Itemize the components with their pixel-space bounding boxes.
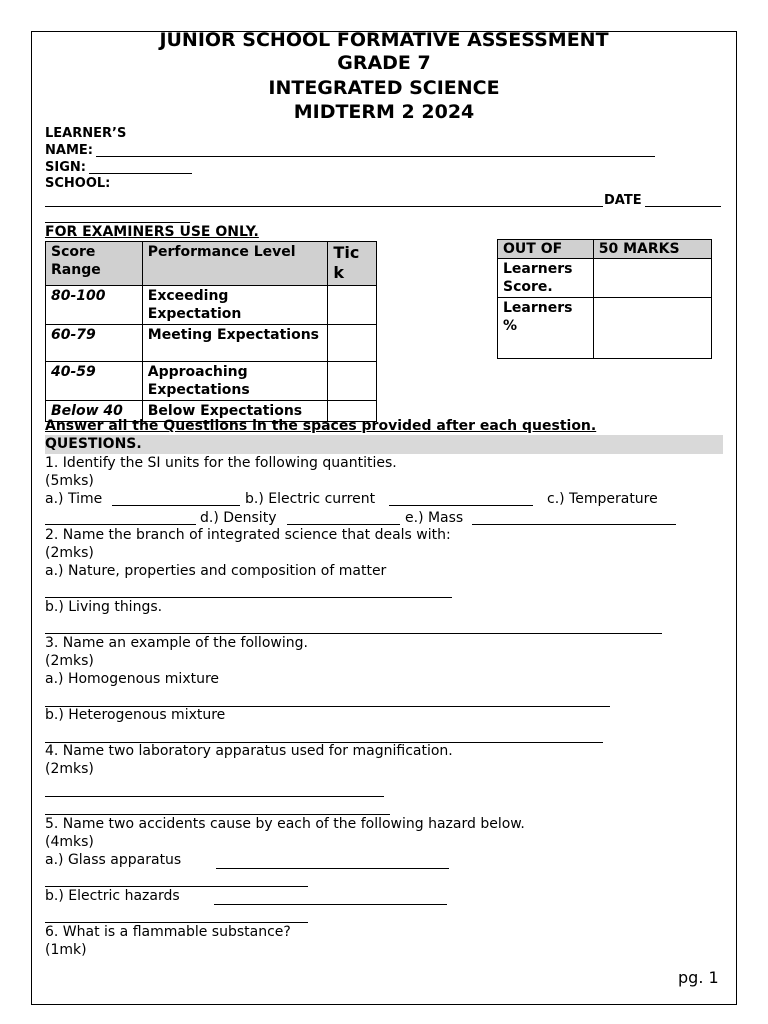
date-line-continued[interactable] (45, 222, 190, 223)
performance-row (46, 286, 377, 325)
score-table (497, 239, 712, 359)
performance-row (46, 325, 377, 362)
question-5b: b.) Electric hazards (45, 888, 180, 904)
performance-level-cell: Meeting Expectations (142, 325, 328, 362)
title-subject: INTEGRATED SCIENCE (268, 77, 500, 99)
question-5-marks: (4mks) (45, 834, 94, 850)
performance-level-cell: Below Expectations (142, 401, 328, 422)
school-label: SCHOOL: (45, 176, 111, 191)
question-1: 1. Identify the SI units for the following quantities. (45, 455, 397, 471)
date-label: DATE (604, 193, 642, 208)
question-5a: a.) Glass apparatus (45, 852, 182, 868)
total-marks-cell: 50 MARKS (593, 240, 711, 259)
answer-line-1d[interactable] (287, 524, 400, 525)
question-2b: b.) Living things. (45, 599, 163, 615)
question-1b: b.) Electric current (245, 491, 376, 507)
answer-line-1a[interactable] (112, 505, 240, 506)
question-1e: e.) Mass (405, 510, 464, 526)
score-range-cell: 40-59 (46, 362, 143, 401)
answer-line-1c[interactable] (45, 524, 196, 525)
performance-level-cell: Approaching Expectations (142, 362, 328, 401)
school-line[interactable] (45, 206, 603, 207)
question-5: 5. Name two accidents cause by each of the following hazard below. (45, 816, 525, 832)
learners-score-label: Learners Score. (498, 259, 594, 298)
performance-header-row (46, 242, 377, 286)
page-number: pg. 1 (678, 968, 719, 987)
tick-cell[interactable] (328, 362, 377, 401)
learners-percent-label: Learners % (498, 298, 594, 359)
tick-cell[interactable] (328, 325, 377, 362)
question-1c: c.) Temperature (547, 491, 658, 507)
date-line[interactable] (645, 206, 721, 207)
header-tick: Tic k (328, 242, 377, 286)
question-3: 3. Name an example of the following. (45, 635, 308, 651)
sign-line[interactable] (89, 173, 192, 174)
title-grade: GRADE 7 (337, 52, 431, 74)
title-assessment: JUNIOR SCHOOL FORMATIVE ASSESSMENT (159, 29, 609, 51)
question-6: 6. What is a flammable substance? (45, 924, 291, 940)
question-3a: a.) Homogenous mixture (45, 671, 220, 687)
name-label: NAME: (45, 143, 93, 158)
learners-percent-value[interactable] (593, 298, 711, 359)
name-line[interactable] (96, 156, 655, 157)
question-1-marks: (5mks) (45, 473, 94, 489)
questions-title: QUESTIONS. (45, 436, 142, 452)
title-term: MIDTERM 2 2024 (293, 101, 475, 123)
score-row (498, 259, 712, 298)
question-1d: d.) Density (200, 510, 277, 526)
learners-label: LEARNER’S (45, 126, 127, 141)
examiners-title: FOR EXAMINERS USE ONLY. (45, 224, 259, 240)
question-4-marks: (2mks) (45, 761, 94, 777)
score-range-cell: 80-100 (46, 286, 143, 325)
score-header-row (498, 240, 712, 259)
answer-line-5b-1[interactable] (214, 904, 447, 905)
tick-cell[interactable] (328, 286, 377, 325)
question-4: 4. Name two laboratory apparatus used for magnification. (45, 743, 453, 759)
performance-table (45, 241, 377, 422)
questions-bar (45, 435, 723, 454)
answer-line-4-1[interactable] (45, 796, 384, 797)
performance-row (46, 362, 377, 401)
percent-row (498, 298, 712, 359)
performance-level-cell: Exceeding Expectation (142, 286, 328, 325)
score-range-cell: Below 40 (46, 401, 143, 422)
header-performance-level: Performance Level (142, 242, 328, 286)
answer-line-5a-1[interactable] (216, 868, 449, 869)
question-2a: a.) Nature, properties and composition of matter (45, 563, 387, 579)
answer-line-1b[interactable] (389, 505, 533, 506)
score-range-cell: 60-79 (46, 325, 143, 362)
out-of-cell: OUT OF (498, 240, 594, 259)
question-6-marks: (1mk) (45, 942, 87, 958)
answer-line-1e[interactable] (472, 524, 676, 525)
question-2: 2. Name the branch of integrated science that deals with: (45, 527, 451, 543)
question-2-marks: (2mks) (45, 545, 94, 561)
sign-label: SIGN: (45, 160, 86, 175)
instructions: Answer all the Questiions in the spaces provided after each question. (45, 418, 597, 434)
question-3b: b.) Heterogenous mixture (45, 707, 226, 723)
header-score-range: Score Range (46, 242, 143, 286)
question-3-marks: (2mks) (45, 653, 94, 669)
question-1a: a.) Time (45, 491, 103, 507)
learners-score-value[interactable] (593, 259, 711, 298)
